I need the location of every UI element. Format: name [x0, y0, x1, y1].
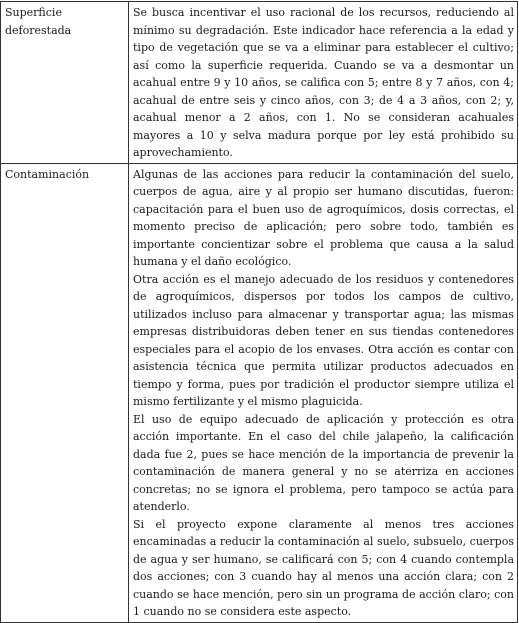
paragraph: Otra acción es el manejo adecuado de los residuos y contenedores de agroquímicos, dispersos por todos los campos de cultivo, utilizados incluso para almacenar y transportar agua; las mismas empresas distribuidoras deben tener en sus tiendas contenedores especiales para el acopio de los envases. Otra acción es contar con asistencia técnica que permita utilizar productos adecuados en tiempo y forma, pues por tradición el productor siempre utiliza el mismo fertilizante y el mismo plaguicida.	[133, 272, 514, 408]
row-label-superficie: Superficie deforestada	[1, 2, 129, 164]
paragraph: Se busca incentivar el uso racional de los recursos, reduciendo al mínimo su degradación. Este indicador hace referencia a la edad y tipo de vegetación que se va a eliminar para establecer el cultivo; así como la superficie requerida. Cuando se va a desmontar un acahual entre 9 y 10 años, se califica con 5; entre 8 y 7 años, con 4; acahual de entre seis y cinco años, con 3; de 4 a 3 años, con 2; y, acahual menor a 2 años, con 1. No se consideran acahuales mayores a 10 y selva madura porque por ley está prohibido su aprovechamiento.	[133, 6, 514, 159]
table-row	[1, 163, 518, 622]
row-label-contaminacion: Contaminación	[1, 163, 129, 622]
row-content-superficie	[129, 2, 518, 164]
row-content-contaminacion	[129, 163, 518, 622]
paragraph: Algunas de las acciones para reducir la contaminación del suelo, cuerpos de agua, aire y al propio ser humano discutidas, fueron: capacitación para el buen uso de agroquímicos, dosis correctas, el momento preciso de aplicación; pero sobre todo, también es importante concientizar sobre el problema que causa a la salud humana y el daño ecológico.	[133, 167, 514, 268]
criteria-table	[0, 1, 518, 623]
paragraph: El uso de equipo adecuado de aplicación y protección es otra acción importante. En el caso del chile jalapeño, la calificación dada fue 2, pues se hace mención de la importancia de prevenir la contaminación de manera general y no se aterriza en acciones concretas; no se ignora el problema, pero tampoco se actúa para atenderlo.	[133, 412, 514, 513]
paragraph: Si el proyecto expone claramente al menos tres acciones encaminadas a reducir la contaminación al suelo, subsuelo, cuerpos de agua y ser humano, se calificará con 5; con 4 cuando contempla dos acciones; con 3 cuando hay al menos una acción clara; con 2 cuando se hace mención, pero sin un programa de acción claro; con 1 cuando no se considera este aspecto.	[133, 517, 514, 618]
table-row	[1, 2, 518, 164]
